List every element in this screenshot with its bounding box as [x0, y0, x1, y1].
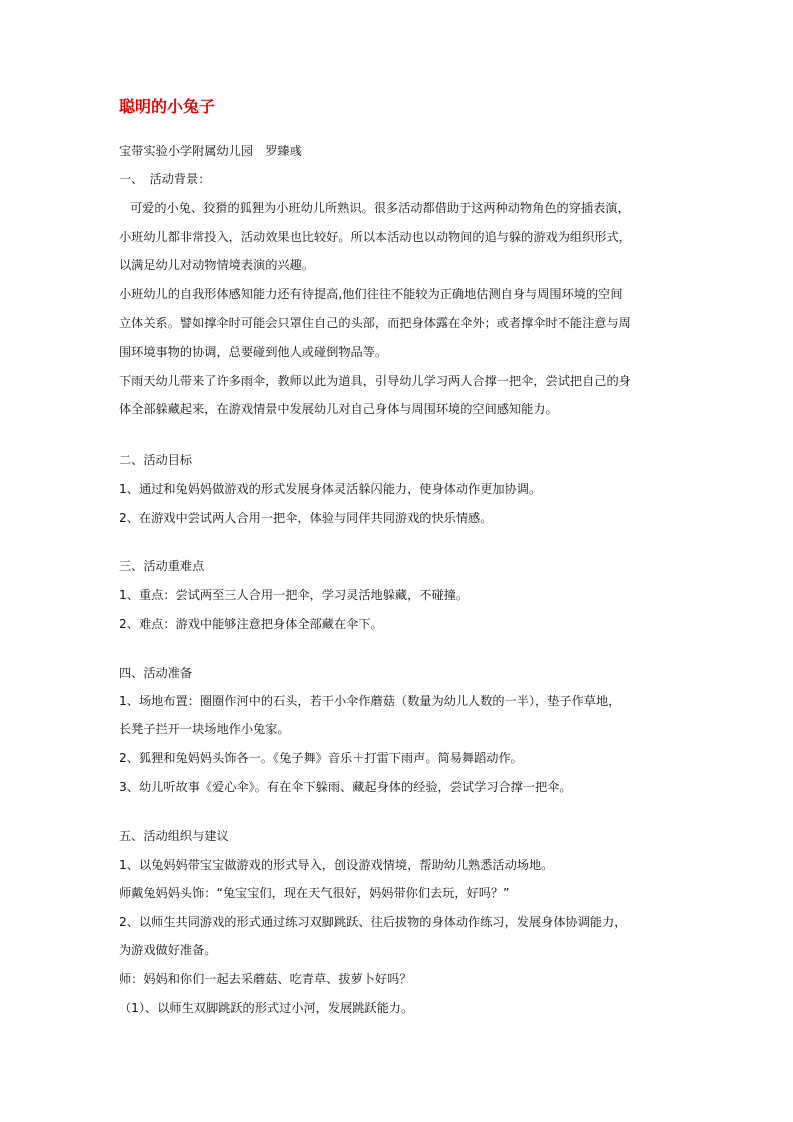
section-heading-preparation: 四、活动准备: [119, 666, 193, 680]
paragraph-line: 小班幼儿都非常投入，活动效果也比较好。所以本活动也以动物间的追与躲的游戏为组织形式，: [119, 230, 631, 244]
list-item: 1、以兔妈妈带宝宝做游戏的形式导入，创设游戏情境，帮助幼儿熟悉活动场地。: [119, 858, 554, 872]
section-heading-background: 一、 活动背景：: [119, 172, 211, 186]
list-item: 1、通过和兔妈妈做游戏的形式发展身体灵活躲闪能力，使身体动作更加协调。: [119, 482, 542, 496]
list-item: 2、狐狸和兔妈妈头饰各一。《兔子舞》音乐＋打雷下雨声。简易舞蹈动作。: [119, 751, 523, 765]
list-item: 3、幼儿听故事《爱心伞》。有在伞下躲雨、藏起身体的经验，尝试学习合撑一把伞。: [119, 780, 572, 794]
document-title: 聪明的小兔子: [119, 97, 216, 116]
paragraph-line: 可爱的小兔、狡猾的狐狸为小班幼儿所熟识。很多活动都借助于这两种动物角色的穿插表演，: [130, 201, 630, 215]
list-item-continuation: 长凳子拦开一块场地作小兔家。: [119, 722, 290, 736]
paragraph-line: 以满足幼儿对动物情境表演的兴趣。: [119, 258, 314, 272]
paragraph-line: 小班幼儿的自我形体感知能力还有待提高,他们往往不能较为正确地估测自身与周围环境的空间: [119, 287, 623, 301]
list-item: 1、场地布置：圈圈作河中的石头，若干小伞作蘑菇（数量为幼儿人数的一半），垫子作草地，: [119, 694, 621, 708]
list-item: 2、难点：游戏中能够注意把身体全部藏在伞下。: [119, 617, 383, 631]
paragraph-line: 围环境事物的协调，总要碰到他人或碰倒物品等。: [119, 345, 388, 359]
section-heading-goals: 二、活动目标: [119, 453, 193, 467]
paragraph-line: 体全部躲藏起来，在游戏情景中发展幼儿对自己身体与周围环境的空间感知能力。: [119, 402, 558, 416]
section-heading-focus: 三、活动重难点: [119, 559, 205, 573]
teacher-line: 师：妈妈和你们一起去采蘑菇、吃青草、拔萝卜好吗？: [119, 972, 412, 986]
list-item: 2、以师生共同游戏的形式通过练习双脚跳跃、往后拔物的身体动作练习，发展身体协调能力，: [119, 915, 627, 929]
list-item: 2、在游戏中尝试两人合用一把伞，体验与同伴共同游戏的快乐情感。: [119, 511, 493, 525]
quote-line: 师戴兔妈妈头饰：“兔宝宝们，现在天气很好，妈妈带你们去玩，好吗？”: [119, 886, 510, 900]
paragraph-line: 下雨天幼儿带来了许多雨伞，教师以此为道具，引导幼儿学习两人合撑一把伞，尝试把自己的身: [119, 374, 631, 388]
sub-list-item: （1）、以师生双脚跳跃的形式过小河，发展跳跃能力。: [119, 1001, 414, 1015]
list-item: 1、重点：尝试两至三人合用一把伞，学习灵活地躲藏，不碰撞。: [119, 588, 469, 602]
paragraph-line: 立体关系。譬如撑伞时可能会只罩住自己的头部，而把身体露在伞外；或者撑伞时不能注意与周: [119, 316, 631, 330]
list-item-continuation: 为游戏做好准备。: [119, 943, 217, 957]
author-line: 宝带实验小学附属幼儿园 罗臻彧: [119, 144, 302, 158]
section-heading-organization: 五、活动组织与建议: [119, 829, 229, 843]
